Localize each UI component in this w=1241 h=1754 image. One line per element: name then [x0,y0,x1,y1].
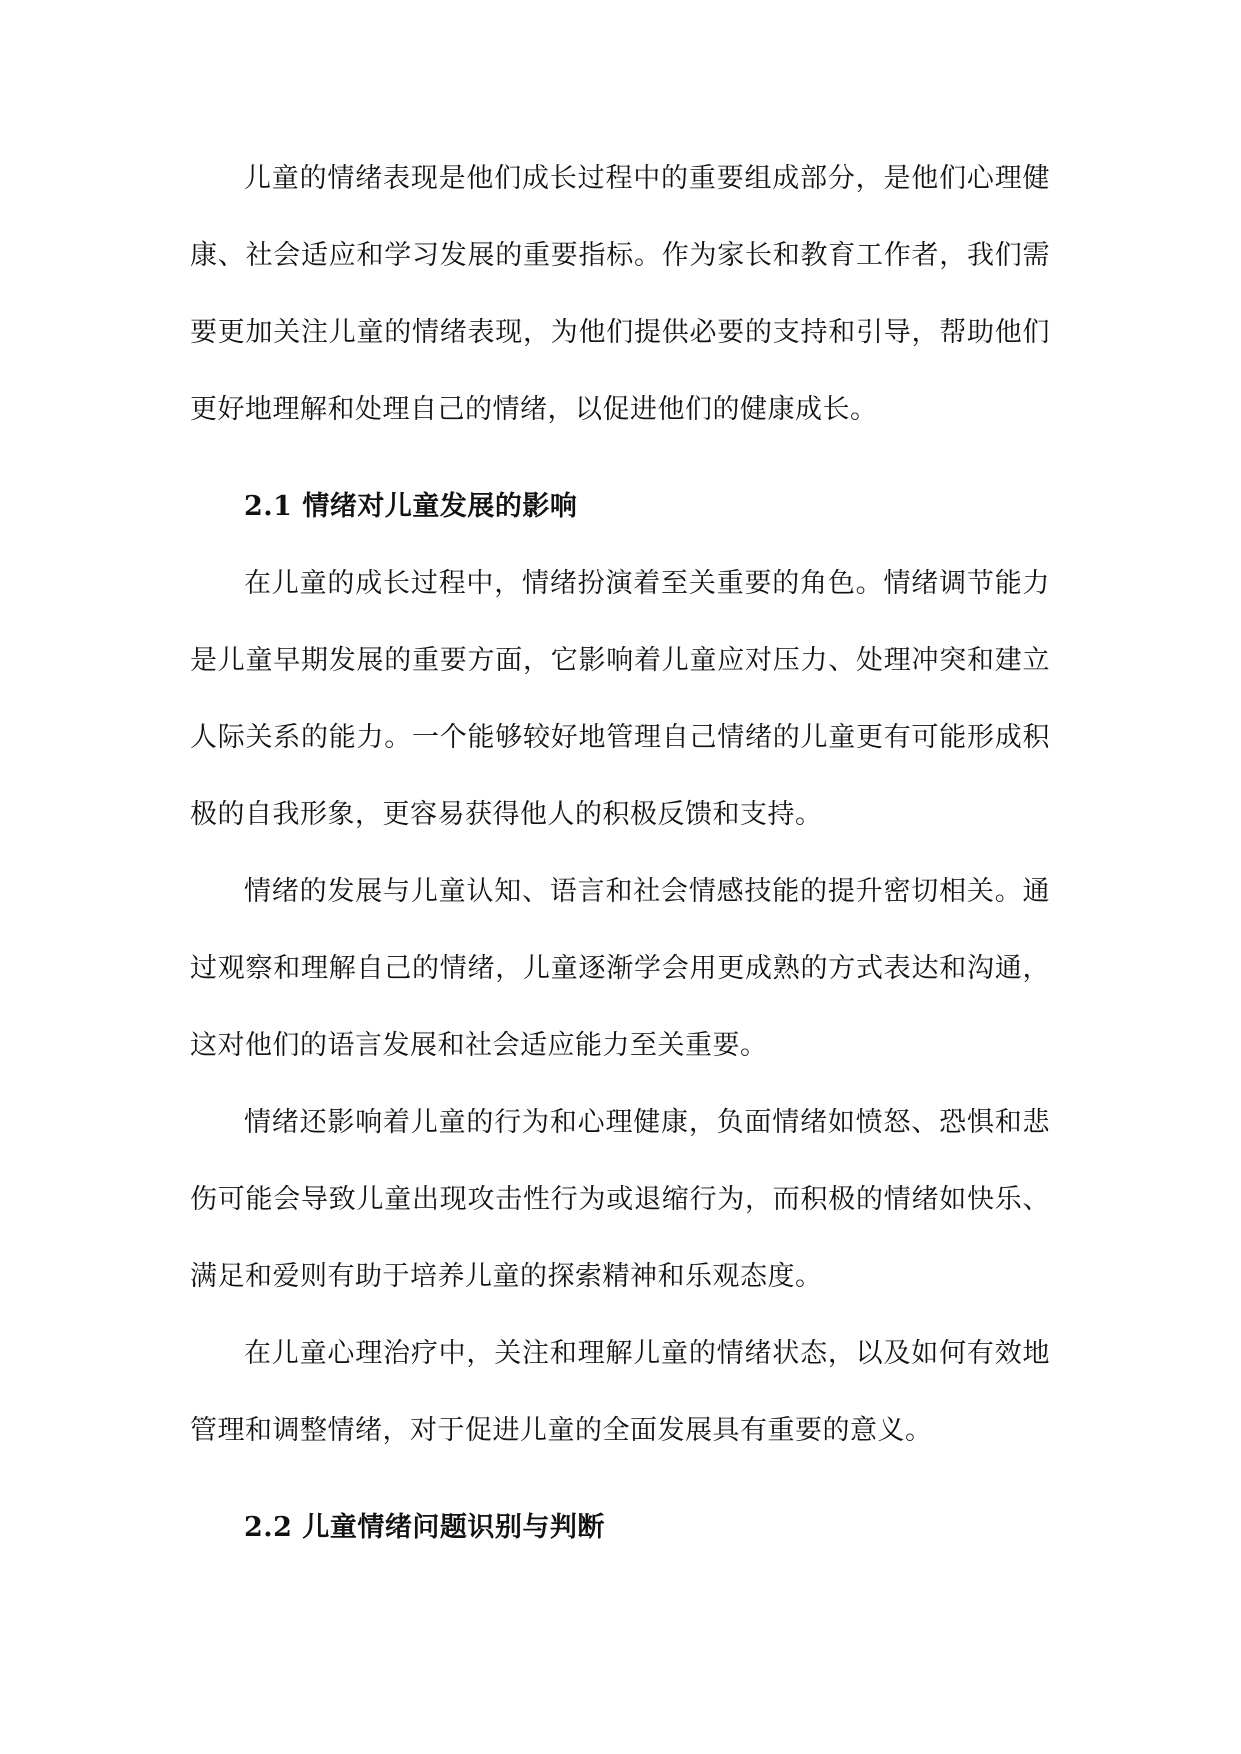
section-2-1-paragraph-2: 情绪的发展与儿童认知、语言和社会情感技能的提升密切相关。通过观察和理解自己的情绪，儿童逐渐学会用更成熟的方式表达和沟通，这对他们的语言发展和社会适应能力至关重要。 [190,876,1050,1061]
section-2-1-paragraph-1: 在儿童的成长过程中，情绪扮演着至关重要的角色。情绪调节能力是儿童早期发展的重要方面，它影响着儿童应对压力、处理冲突和建立人际关系的能力。一个能够较好地管理自己情绪的儿童更有可能形成积极的自我形象，更容易获得他人的积极反馈和支持。 [190,568,1050,830]
section-heading-2-1: 2.1 情绪对儿童发展的影响 [244,491,578,522]
document-body [190,140,1050,1566]
intro-paragraph: 儿童的情绪表现是他们成长过程中的重要组成部分，是他们心理健康、社会适应和学习发展的重要指标。作为家长和教育工作者，我们需要更加关注儿童的情绪表现，为他们提供必要的支持和引导，帮助他们更好地理解和处理自己的情绪，以促进他们的健康成长。 [190,163,1050,425]
section-2-1-paragraph-4: 在儿童心理治疗中，关注和理解儿童的情绪状态，以及如何有效地管理和调整情绪，对于促进儿童的全面发展具有重要的意义。 [190,1338,1050,1446]
section-2-1-paragraph-3: 情绪还影响着儿童的行为和心理健康，负面情绪如愤怒、恐惧和悲伤可能会导致儿童出现攻击性行为或退缩行为，而积极的情绪如快乐、满足和爱则有助于培养儿童的探索精神和乐观态度。 [190,1107,1050,1292]
section-heading-2-2: 2.2 儿童情绪问题识别与判断 [244,1512,605,1543]
